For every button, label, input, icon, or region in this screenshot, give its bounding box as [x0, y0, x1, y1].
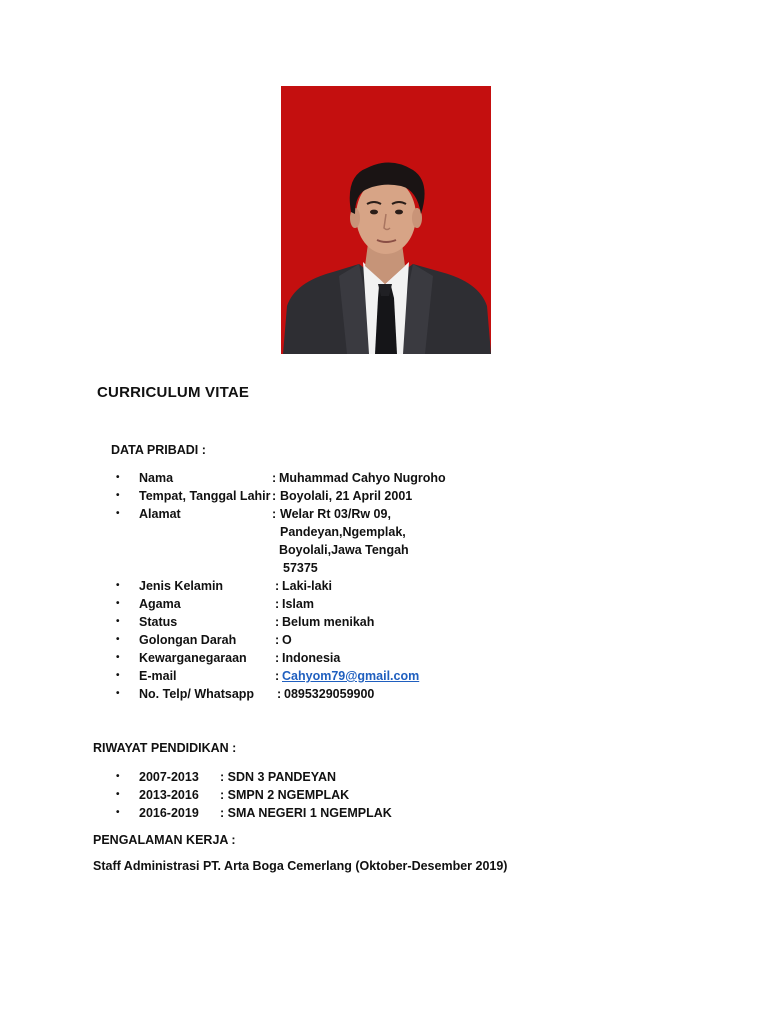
education-school: : SMA NEGERI 1 NGEMPLAK [220, 806, 392, 820]
info-label: Tempat, Tanggal Lahir [139, 489, 271, 503]
education-years: 2013-2016 [139, 788, 199, 802]
address-line: 57375 [283, 561, 318, 575]
profile-photo [281, 86, 491, 354]
colon: : [275, 633, 280, 647]
bullet-icon: • [116, 634, 120, 645]
info-value: Belum menikah [282, 615, 375, 629]
address-line: Pandeyan,Ngemplak, [280, 525, 406, 539]
section-heading-data-pribadi: DATA PRIBADI : [111, 443, 206, 457]
section-heading-pengalaman-kerja: PENGALAMAN KERJA : [93, 833, 236, 847]
email-link[interactable]: Cahyom79@gmail.com [282, 669, 420, 683]
info-label: Alamat [139, 507, 181, 521]
info-label: Status [139, 615, 178, 629]
info-label: Agama [139, 597, 181, 611]
bullet-icon: • [116, 670, 120, 681]
bullet-icon: • [116, 771, 120, 782]
education-school: : SMPN 2 NGEMPLAK [220, 788, 350, 802]
bullet-icon: • [116, 598, 120, 609]
info-value: 0895329059900 [284, 687, 375, 701]
address-line: Boyolali,Jawa Tengah [279, 543, 409, 557]
bullet-icon: • [116, 789, 120, 800]
colon: : [272, 489, 277, 503]
work-experience-text: Staff Administrasi PT. Arta Boga Cemerlang (Oktober-Desember 2019) [93, 859, 508, 873]
bullet-icon: • [116, 688, 120, 699]
info-value: Islam [282, 597, 314, 611]
info-label: E-mail [139, 669, 177, 683]
bullet-icon: • [116, 616, 120, 627]
bullet-icon: • [116, 472, 120, 483]
info-value: O [282, 633, 292, 647]
info-label: Golongan Darah [139, 633, 237, 647]
colon: : [277, 687, 282, 701]
colon: : [275, 669, 280, 683]
info-value: Muhammad Cahyo Nugroho [279, 471, 446, 485]
page-title: CURRICULUM VITAE [97, 384, 250, 401]
info-label: Kewarganegaraan [139, 651, 247, 665]
colon: : [275, 615, 280, 629]
info-value: Indonesia [282, 651, 341, 665]
bullet-icon: • [116, 490, 120, 501]
portrait-photo-icon [281, 86, 491, 354]
education-years: 2016-2019 [139, 806, 199, 820]
info-label: Jenis Kelamin [139, 579, 224, 593]
colon: : [272, 471, 277, 485]
bullet-icon: • [116, 807, 120, 818]
colon: : [272, 507, 277, 521]
colon: : [275, 651, 280, 665]
info-label: No. Telp/ Whatsapp [139, 687, 255, 701]
info-value: Laki-laki [282, 579, 333, 593]
info-label: Nama [139, 471, 174, 485]
section-heading-pendidikan: RIWAYAT PENDIDIKAN : [93, 741, 237, 755]
info-value: Boyolali, 21 April 2001 [280, 489, 413, 503]
bullet-icon: • [116, 580, 120, 591]
bullet-icon: • [116, 652, 120, 663]
info-value: Welar Rt 03/Rw 09, [280, 507, 391, 521]
education-school: : SDN 3 PANDEYAN [220, 770, 336, 784]
colon: : [275, 597, 280, 611]
education-years: 2007-2013 [139, 770, 199, 784]
bullet-icon: • [116, 508, 120, 519]
colon: : [275, 579, 280, 593]
